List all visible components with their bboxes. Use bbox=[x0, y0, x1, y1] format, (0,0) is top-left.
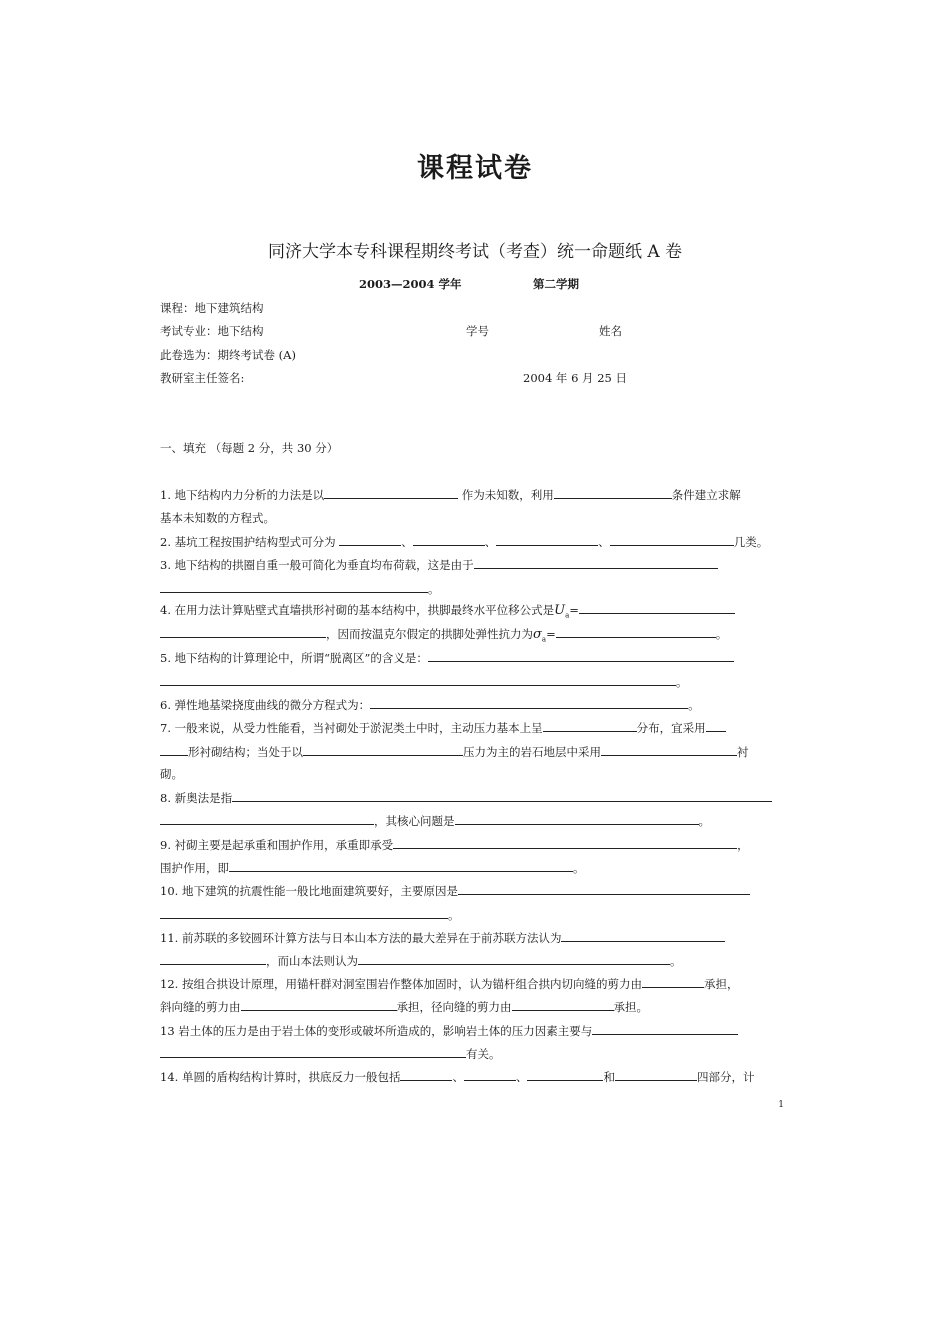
answer-blank[interactable] bbox=[428, 650, 734, 662]
question-2: 2. 基坑工程按围护结构型式可分为 、 、 、 几类。 bbox=[160, 535, 769, 549]
answer-blank[interactable] bbox=[592, 1023, 738, 1035]
academic-year: 2003—2004 学年 bbox=[359, 277, 462, 291]
answer-blank[interactable] bbox=[160, 581, 428, 593]
major-label: 考试专业：地下结构 bbox=[160, 324, 264, 338]
question-7-end: 砌。 bbox=[160, 767, 183, 781]
question-8-cont: ，其核心问题是 。 bbox=[160, 813, 710, 828]
question-12: 12. 按组合拱设计原理，用锚杆群对洞室围岩作整体加固时，认为锚杆组合拱内切向缝的剪力由 承担， bbox=[160, 977, 739, 991]
answer-blank[interactable] bbox=[601, 744, 737, 756]
answer-blank[interactable] bbox=[160, 626, 326, 638]
answer-blank[interactable] bbox=[642, 976, 704, 988]
answer-blank[interactable] bbox=[496, 534, 598, 546]
exam-subtitle: 同济大学本专科课程期终考试（考查）统一命题纸 A 卷 bbox=[267, 242, 683, 262]
answer-blank[interactable] bbox=[160, 813, 374, 825]
answer-blank[interactable] bbox=[543, 720, 637, 732]
question-9: 9. 衬砌主要是起承重和围护作用，承重即承受 ， bbox=[160, 838, 749, 852]
answer-blank[interactable] bbox=[464, 1069, 516, 1081]
answer-blank[interactable] bbox=[370, 697, 688, 709]
answer-blank[interactable] bbox=[474, 557, 718, 569]
course-label: 课程：地下建筑结构 bbox=[160, 301, 264, 315]
student-id-label: 学号 bbox=[466, 324, 489, 338]
answer-blank[interactable] bbox=[160, 1046, 466, 1058]
answer-blank[interactable] bbox=[706, 720, 726, 732]
question-12-cont: 斜向缝的剪力由 承担，径向缝的剪力由 承担。 bbox=[160, 1000, 648, 1014]
question-3-cont: 。 bbox=[160, 581, 440, 596]
question-1-cont: 基本未知数的方程式。 bbox=[160, 511, 275, 525]
question-10-cont: 。 bbox=[160, 907, 460, 922]
question-3: 3. 地下结构的拱圈自重一般可简化为垂直均布荷载，这是由于 bbox=[160, 557, 718, 572]
question-13-cont: 有关。 bbox=[160, 1046, 501, 1061]
answer-blank[interactable] bbox=[339, 534, 401, 546]
paper-type: 此卷选为：期终考试卷 (A) bbox=[160, 348, 296, 362]
question-8: 8. 新奥法是指 bbox=[160, 790, 772, 805]
answer-blank[interactable] bbox=[458, 883, 750, 895]
answer-blank[interactable] bbox=[556, 626, 716, 638]
section-heading: 一、填充 （每题 2 分，共 30 分） bbox=[160, 441, 339, 455]
answer-blank[interactable] bbox=[160, 953, 266, 965]
student-name-label: 姓名 bbox=[599, 324, 622, 338]
answer-blank[interactable] bbox=[324, 487, 458, 499]
question-4: 4. 在用力法计算贴壁式直墙拱形衬砌的基本结构中，拱脚最终水平位移公式是$U_a=$ bbox=[160, 602, 735, 622]
answer-blank[interactable] bbox=[358, 953, 670, 965]
answer-blank[interactable] bbox=[393, 837, 737, 849]
answer-blank[interactable] bbox=[400, 1069, 452, 1081]
answer-blank[interactable] bbox=[303, 744, 463, 756]
question-11: 11. 前苏联的多铰圆环计算方法与日本山本方法的最大差异在于前苏联方法认为 bbox=[160, 930, 725, 945]
question-5: 5. 地下结构的计算理论中，所谓“脱离区”的含义是： bbox=[160, 650, 734, 665]
answer-blank[interactable] bbox=[561, 930, 725, 942]
answer-blank[interactable] bbox=[160, 674, 676, 686]
answer-blank[interactable] bbox=[579, 602, 735, 614]
answer-blank[interactable] bbox=[527, 1069, 603, 1081]
answer-blank[interactable] bbox=[554, 487, 672, 499]
question-5-cont: 。 bbox=[160, 674, 688, 689]
answer-blank[interactable] bbox=[160, 744, 188, 756]
question-14: 14. 单圆的盾构结构计算时，拱底反力一般包括 、 、 和 四部分，计 bbox=[160, 1070, 755, 1084]
answer-blank[interactable] bbox=[229, 860, 573, 872]
question-4-cont: ，因而按温克尔假定的拱脚处弹性抗力为$\sigma_a=$ 。 bbox=[160, 626, 727, 646]
answer-blank[interactable] bbox=[615, 1069, 697, 1081]
page-title: 课程试卷 bbox=[417, 153, 533, 184]
semester: 第二学期 bbox=[533, 277, 579, 291]
question-9-cont: 围护作用，即 。 bbox=[160, 861, 585, 875]
question-7-cont: 形衬砌结构；当处于以 压力为主的岩石地层中采用 衬 bbox=[160, 744, 749, 759]
answer-blank[interactable] bbox=[512, 999, 614, 1011]
exam-date: 2004 年 6 月 25 日 bbox=[523, 371, 627, 385]
signature-label: 教研室主任签名: bbox=[160, 371, 245, 385]
question-10: 10. 地下建筑的抗震性能一般比地面建筑要好，主要原因是 bbox=[160, 883, 750, 898]
answer-blank[interactable] bbox=[232, 790, 772, 802]
answer-blank[interactable] bbox=[241, 999, 397, 1011]
answer-blank[interactable] bbox=[413, 534, 485, 546]
question-11-cont: ，而山本法则认为 。 bbox=[160, 953, 682, 968]
question-13: 13 岩土体的压力是由于岩土体的变形或破坏所造成的，影响岩土体的压力因素主要与 bbox=[160, 1023, 738, 1038]
question-7: 7. 一般来说，从受力性能看，当衬砌处于淤泥类土中时，主动压力基本上呈 分布，宜采用 bbox=[160, 720, 726, 735]
question-6: 6. 弹性地基梁挠度曲线的微分方程式为： 。 bbox=[160, 698, 700, 712]
answer-blank[interactable] bbox=[455, 813, 699, 825]
answer-blank[interactable] bbox=[160, 907, 448, 919]
page-number: 1 bbox=[778, 1100, 784, 1110]
answer-blank[interactable] bbox=[610, 534, 734, 546]
question-1: 1. 地下结构内力分析的力法是以 作为未知数，利用 条件建立求解 bbox=[160, 488, 741, 502]
